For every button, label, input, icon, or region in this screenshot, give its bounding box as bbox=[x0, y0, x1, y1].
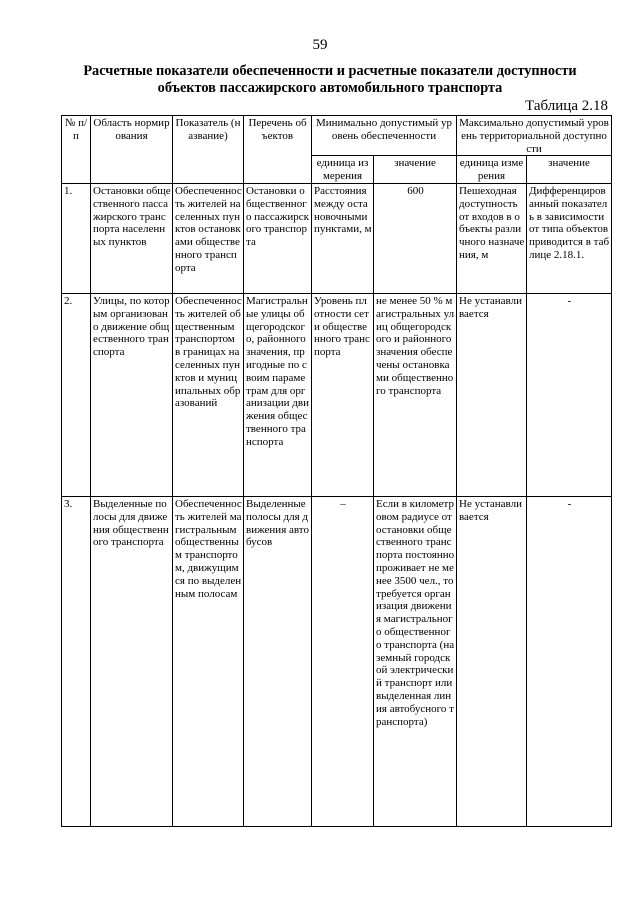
cell-max-value: - bbox=[527, 293, 612, 496]
cell-indicator: Обеспеченность жителей общественным транспортом в границах населенных пунктов и муниципальных образований bbox=[173, 293, 244, 496]
cell-num: 2. bbox=[62, 293, 91, 496]
cell-max-value: - bbox=[527, 496, 612, 826]
table-row bbox=[62, 496, 612, 826]
cell-indicator: Обеспеченность жителей магистральным общественным транспортом, движущимся по выделенным полосам bbox=[173, 496, 244, 826]
cell-min-unit: Уровень плотности сети общественного транспорта bbox=[312, 293, 374, 496]
cell-num: 3. bbox=[62, 496, 91, 826]
title-line-2: объектов пассажирского автомобильного транспорта bbox=[157, 80, 503, 96]
header-max-level: Максимально допустимый уровень территориальной доступности bbox=[457, 116, 612, 156]
cell-area: Остановки общественного пассажирского транспорта населенных пунктов bbox=[91, 183, 173, 293]
cell-objects: Магистральные улицы общегородского, районного значения, пригодные по своим параметрам для организации движения общественного транспорта bbox=[244, 293, 312, 496]
cell-min-unit: Расстояния между остановочными пунктами, м bbox=[312, 183, 374, 293]
header-min-value: значение bbox=[374, 156, 457, 184]
header-objects: Перечень объектов bbox=[244, 116, 312, 184]
table-row bbox=[62, 183, 612, 293]
header-indicator: Показатель (название) bbox=[173, 116, 244, 184]
table-row bbox=[62, 293, 612, 496]
header-max-value: значение bbox=[527, 156, 612, 184]
cell-min-value: 600 bbox=[374, 183, 457, 293]
header-num: № п/п bbox=[62, 116, 91, 184]
cell-indicator: Обеспеченность жителей населенных пунктов остановками общественного транспорта bbox=[173, 183, 244, 293]
cell-objects: Остановки общественного пассажирского транспорта bbox=[244, 183, 312, 293]
cell-min-value: не менее 50 % магистральных улиц общегородского и районного значения обеспечены остановками общественного транспорта bbox=[374, 293, 457, 496]
cell-area: Выделенные полосы для движения общественного транспорта bbox=[91, 496, 173, 826]
cell-max-unit: Пешеходная доступность от входов в объекты различного назначения, м bbox=[457, 183, 527, 293]
header-area: Область нормирования bbox=[91, 116, 173, 184]
header-max-unit: единица измерения bbox=[457, 156, 527, 184]
header-min-unit: единица измерения bbox=[312, 156, 374, 184]
cell-objects: Выделенные полосы для движения автобусов bbox=[244, 496, 312, 826]
cell-area: Улицы, по которым организовано движение общественного транспорта bbox=[91, 293, 173, 496]
standards-table bbox=[61, 115, 612, 827]
cell-max-unit: Не устанавливается bbox=[457, 293, 527, 496]
table-label: Таблица 2.18 bbox=[525, 98, 608, 114]
cell-max-value: Дифференцированный показатель в зависимости от типа объектов приводится в таблице 2.18.1. bbox=[527, 183, 612, 293]
document-title bbox=[56, 63, 604, 97]
title-line-1: Расчетные показатели обеспеченности и расчетные показатели доступности bbox=[83, 63, 577, 79]
header-row bbox=[62, 116, 612, 156]
page-number: 59 bbox=[312, 37, 328, 53]
cell-max-unit: Не устанавливается bbox=[457, 496, 527, 826]
cell-num: 1. bbox=[62, 183, 91, 293]
cell-min-unit: – bbox=[312, 496, 374, 826]
header-min-level: Минимально допустимый уровень обеспеченности bbox=[312, 116, 457, 156]
cell-min-value: Если в километровом радиусе от остановки общественного транспорта постоянно проживает не менее 3500 чел., то требуется организация движения магистрального общественного транспорта (наземный городской электрический транспорт или выделенная линия автобусного транспорта) bbox=[374, 496, 457, 826]
